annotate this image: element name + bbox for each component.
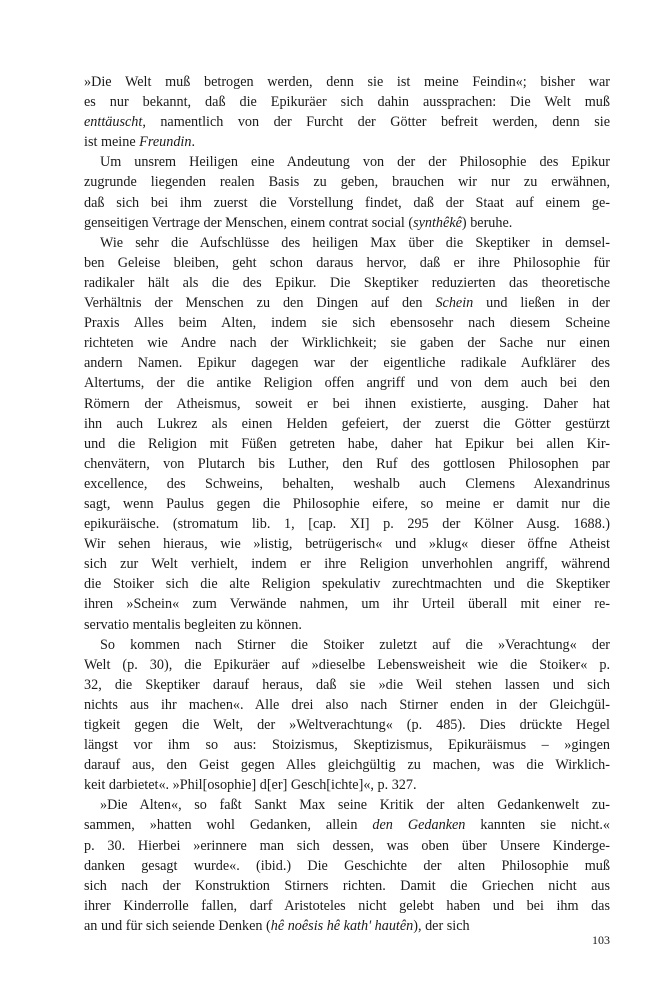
text-line (84, 233, 610, 253)
text-line (84, 414, 610, 434)
text-line (84, 293, 610, 313)
text-run: Römern der Atheismus, soweit er bei ihnen existierte, ausging. Daher hat (84, 395, 610, 412)
text-run: . (191, 134, 195, 151)
text-line (84, 434, 610, 454)
italic-text: Freundin (139, 134, 192, 151)
text-line (84, 333, 610, 353)
text-run: sich nach der Konstruktion Stirners richten. Damit die Griechen nicht aus (84, 877, 610, 894)
text-run: längst vor ihm so aus: Stoizismus, Skeptizismus, Epikuräismus – »gingen (84, 737, 610, 754)
text-line (84, 313, 610, 333)
text-line (84, 132, 610, 152)
text-line (84, 193, 610, 213)
text-run: Um unsrem Heiligen eine Andeutung von der der Philosophie des Epikur (100, 154, 610, 171)
text-run: Wie sehr die Aufschlüsse des heiligen Max über die Skeptiker in demsel- (100, 234, 610, 251)
text-run: ihn auch Lukrez als einen Helden gefeiert, der zuerst die Götter gestürzt (84, 415, 610, 432)
text-line (84, 836, 610, 856)
text-line (84, 554, 610, 574)
text-run: es nur bekannt, daß die Epikuräer sich dahin aussprachen: Die Welt muß (84, 94, 610, 111)
paragraph-p2 (84, 152, 610, 232)
italic-text: hê noêsis hê kath' hautên (270, 917, 414, 934)
text-run: radikaler hält als die des Epikur. Die Skeptiker reduzierten das theoretische (84, 274, 610, 291)
text-line (84, 273, 610, 293)
text-line (84, 514, 610, 534)
text-line (84, 876, 610, 896)
text-run: Altertums, der die antike Religion offen angriff und von dem auch bei den (84, 375, 610, 392)
text-line (84, 72, 610, 92)
text-run: sagt, wenn Paulus gegen die Philosophie eifere, so meine er damit nur die (84, 495, 610, 512)
text-line (84, 635, 610, 655)
text-line (84, 695, 610, 715)
text-line (84, 655, 610, 675)
text-line (84, 152, 610, 172)
text-run: chenvätern, von Plutarch bis Luther, den Ruf des gottlosen Philosophen par (84, 455, 610, 472)
text-run: Verhältnis der Menschen zu den Dingen auf den (84, 295, 436, 312)
text-line (84, 615, 610, 635)
page-number: 103 (592, 933, 610, 947)
text-run: Wir sehen hieraus, wie »listig, betrügerisch« und »klug« dieser öffne Atheist (84, 536, 610, 553)
text-run: zugrunde liegenden realen Basis zu geben, brauchen wir nur zu erwähnen, (84, 174, 610, 191)
italic-text: synthêkê (413, 214, 462, 231)
text-line (84, 534, 610, 554)
text-run: danken gesagt wurde«. (ibid.) Die Geschichte der alten Philosophie muß (84, 857, 610, 874)
text-line (84, 735, 610, 755)
text-line (84, 353, 610, 373)
text-run: kannten sie nicht.« (465, 817, 610, 834)
text-line (84, 916, 610, 936)
text-line (84, 574, 610, 594)
text-run: ben Geleise bleiben, geht schon daraus hervor, daß er ihre Philosophie für (84, 254, 610, 271)
text-line (84, 92, 610, 112)
text-run: ) beruhe. (461, 214, 513, 231)
text-line (84, 172, 610, 192)
text-run: nichts aus ihr machen«. Alle drei also nach Stirner enden in der Gleichgül- (84, 696, 610, 713)
text-run: »Die Welt muß betrogen werden, denn sie ist meine Feindin«; bisher war (84, 74, 610, 90)
text-line (84, 253, 610, 273)
text-line (84, 755, 610, 775)
paragraph-p1 (84, 72, 610, 152)
text-line (84, 394, 610, 414)
text-run: die Stoiker sich die alte Religion spekulativ zurechtmachten und die Skeptiker (84, 576, 610, 593)
text-run: andern Namen. Epikur dagegen war der eigentliche radikale Aufklärer des (84, 355, 610, 372)
text-run: Welt (p. 30), die Epikuräer auf »dieselbe Lebensweisheit wie die Stoiker« p. (84, 656, 610, 673)
text-line (84, 454, 610, 474)
text-run: darauf aus, den Geist gegen Alles gleichgültig zu machen, was die Wirklich- (84, 757, 610, 774)
paragraph-p5 (84, 795, 610, 936)
italic-text: enttäuscht (84, 114, 143, 131)
text-line (84, 373, 610, 393)
text-run: servatio mentalis begleiten zu können. (84, 616, 302, 633)
text-run: daß sich bei ihm zuerst die Vorstellung findet, daß der Staat auf einem ge- (84, 194, 610, 211)
text-line (84, 795, 610, 815)
text-run: genseitigen Vertrage der Menschen, einem contrat social ( (84, 214, 414, 231)
text-run: So kommen nach Stirner die Stoiker zuletzt auf die »Verachtung« der (100, 636, 610, 653)
text-run: keit darbietet«. »Phil[osophie] d[er] Gesch[ichte]«, p. 327. (84, 777, 417, 794)
text-run: ist meine (84, 134, 140, 151)
text-run: richteten wie Andre nach der Wirklichkeit; sie gaben der Sache nur einen (84, 335, 610, 352)
text-run: p. 30. Hierbei »erinnere man sich dessen, was oben über Unsere Kinderge- (84, 837, 610, 854)
text-line (84, 213, 610, 233)
text-run: Praxis Alles beim Alten, indem sie sich ebensosehr nach diesem Scheine (84, 315, 610, 332)
text-line (84, 474, 610, 494)
text-line (84, 112, 610, 132)
text-run: und die Religion mit Füßen getreten habe, daher hat Epikur bei allen Kir- (84, 435, 610, 452)
text-run: , namentlich von der Furcht der Götter befreit werden, denn sie (142, 114, 610, 131)
text-line (84, 675, 610, 695)
text-run: ihren »Schein« zum Verwände nahmen, um ihr Urteil überall mit einer re- (84, 596, 610, 613)
text-line (84, 715, 610, 735)
page-body (84, 72, 610, 936)
text-run: sammen, »hatten wohl Gedanken, allein (84, 817, 373, 834)
text-run: und ließen in der (473, 295, 610, 312)
text-run: »Die Alten«, so faßt Sankt Max seine Kritik der alten Gedankenwelt zu- (100, 797, 610, 814)
text-run: ihrer Kinderrolle fallen, darf Aristoteles nicht gelebt haben und bei ihm das (84, 897, 610, 914)
text-line (84, 856, 610, 876)
text-run: epikuräische. (stromatum lib. 1, [cap. XI] p. 295 der Kölner Ausg. 1688.) (84, 516, 610, 533)
italic-text: Schein (435, 295, 474, 312)
text-run: excellence, des Schweins, behalten, weshalb auch Clemens Alexandrinus (84, 475, 610, 492)
paragraph-p3 (84, 233, 610, 635)
paragraph-p4 (84, 635, 610, 796)
text-line (84, 896, 610, 916)
italic-text: den Gedanken (372, 817, 466, 834)
text-line (84, 594, 610, 614)
text-run: tigkeit gegen die Welt, der »Weltverachtung« (p. 485). Dies drückte Hegel (84, 717, 610, 733)
text-line (84, 775, 610, 795)
text-run: ), der sich (413, 917, 470, 934)
text-run: 32, die Skeptiker darauf heraus, daß sie »die Weil stehen lassen und sich (84, 676, 610, 693)
text-run: sich zur Welt verhielt, indem er ihre Religion unverhohlen angriff, während (84, 556, 610, 573)
text-run: an und für sich seiende Denken ( (84, 917, 271, 934)
text-line (84, 815, 610, 835)
text-line (84, 494, 610, 514)
